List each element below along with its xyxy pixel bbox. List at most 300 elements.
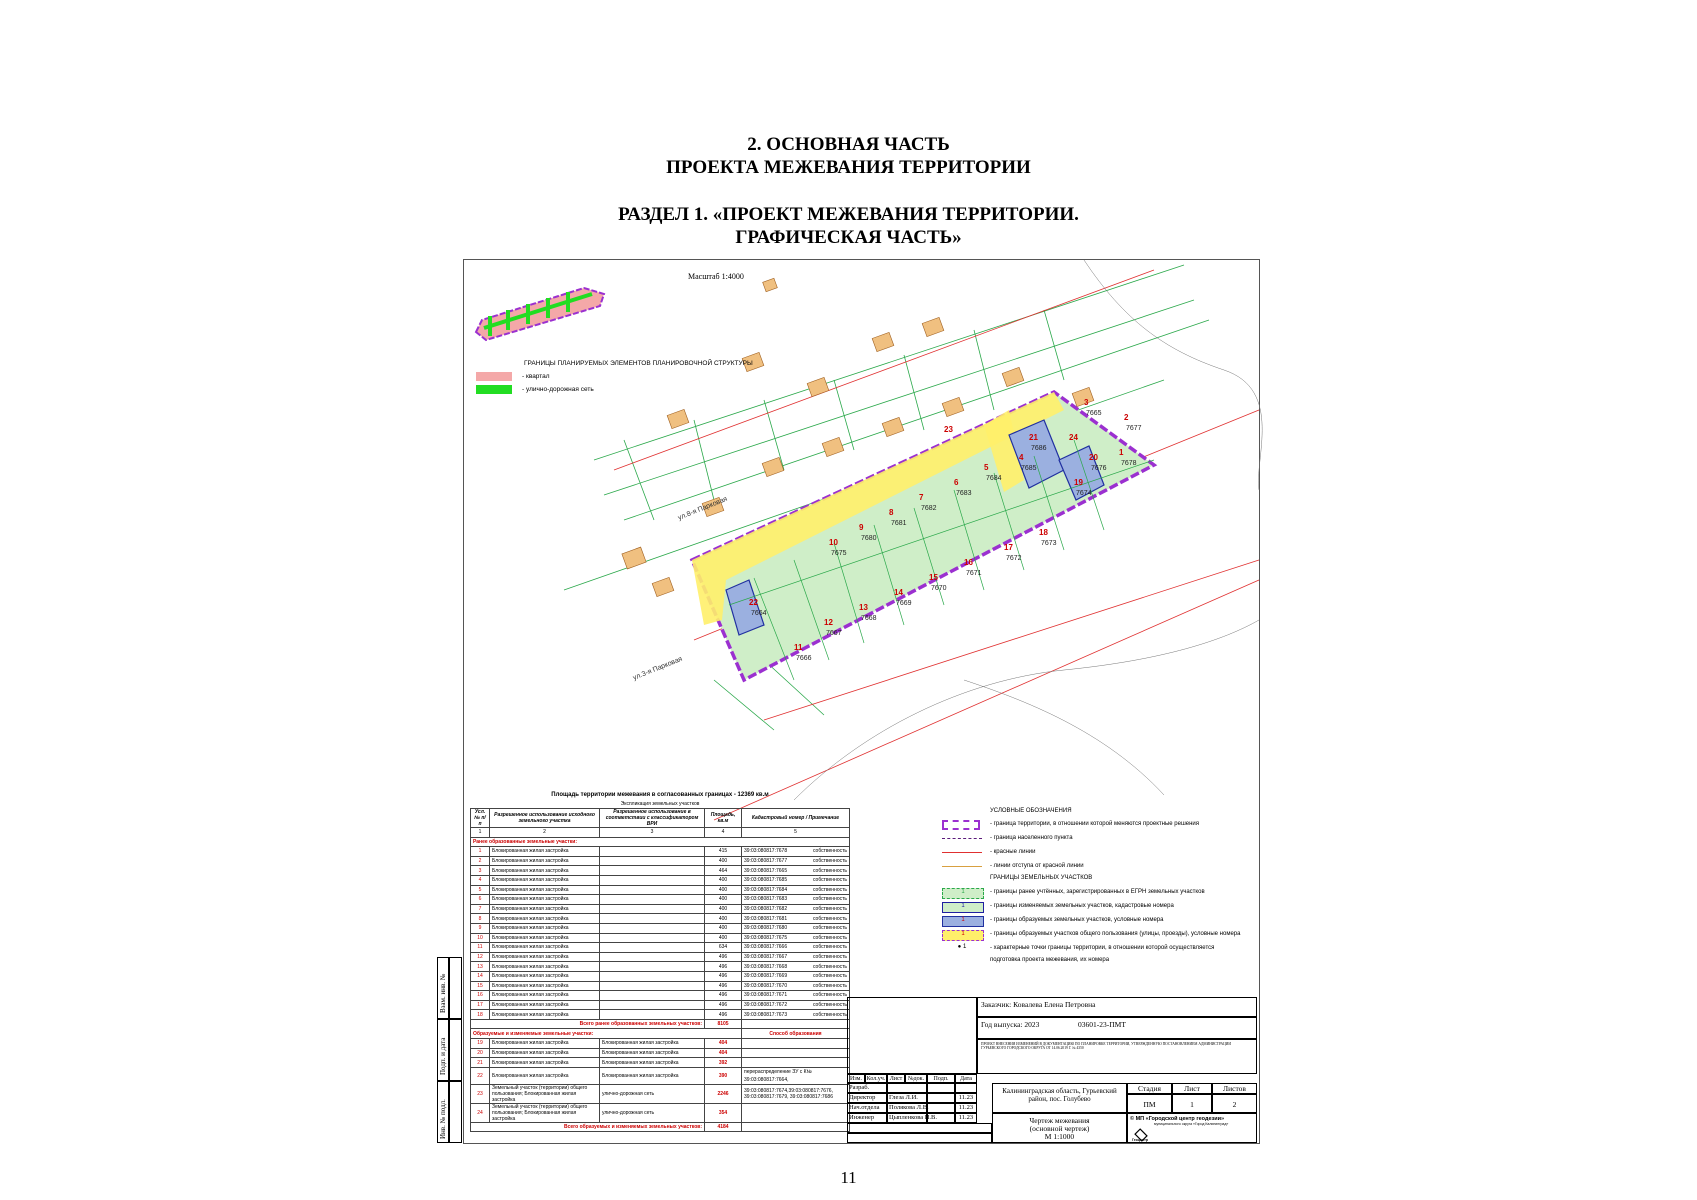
organization xyxy=(1127,1113,1257,1143)
parcel-number: 13 xyxy=(859,603,868,612)
setback-line-symbol xyxy=(942,866,982,867)
legend-parcels-title: ГРАНИЦЫ ЗЕМЕЛЬНЫХ УЧАСТКОВ xyxy=(990,875,1093,881)
table-row xyxy=(471,923,850,933)
row-cad-number: 39:03:080817:7678 xyxy=(744,848,788,855)
row-cad xyxy=(742,1000,850,1010)
row-vri: Блокированная жилая застройка xyxy=(600,1048,705,1058)
section-title-line2: ПРОЕКТА МЕЖЕВАНИЯ ТЕРРИТОРИИ xyxy=(666,157,1031,178)
mini-map-legend-title: ГРАНИЦЫ ПЛАНИРУЕМЫХ ЭЛЕМЕНТОВ ПЛАНИРОВОЧНОЙ СТРУКТУРЫ xyxy=(524,360,753,367)
row-area: 390 xyxy=(705,1067,742,1084)
row-vri xyxy=(600,914,705,924)
row-area: 400 xyxy=(705,914,742,924)
row-area: 392 xyxy=(705,1058,742,1068)
parcel-number: 10 xyxy=(829,538,838,547)
col-num-2: 2 xyxy=(490,828,600,838)
table-row xyxy=(471,971,850,981)
legend-setback-lines xyxy=(942,862,1252,872)
row-note: собственность xyxy=(812,877,847,884)
row-vri xyxy=(600,933,705,943)
row-cad-number: 39:03:080817:7670 xyxy=(744,982,788,989)
table-row xyxy=(471,904,850,914)
row-cad xyxy=(742,1010,850,1020)
row-note: собственность xyxy=(812,886,847,893)
side-stamp xyxy=(437,957,462,1143)
table-subcaption: Экспликация земельных участков xyxy=(620,801,700,807)
table-caption: Площадь территории межевания в согласованных границах - 12369 кв.м xyxy=(551,792,769,798)
signer-role: Директор xyxy=(847,1093,887,1103)
row-cad xyxy=(742,943,850,953)
row-cad-number: 39:03:080817:7668 xyxy=(744,963,788,970)
registered-parcel-symbol: 1 xyxy=(942,888,984,899)
parcel-number: 11 xyxy=(794,643,803,652)
row-use: Блокированная жилая застройка xyxy=(490,847,600,857)
legend-item-label: - границы изменяемых земельных участков, кадастровые номера xyxy=(990,903,1174,909)
row-note: собственность xyxy=(812,1011,847,1018)
table-row xyxy=(471,1067,850,1084)
blank-area xyxy=(847,997,977,1074)
row-area: 496 xyxy=(705,981,742,991)
project-territory xyxy=(692,392,1154,680)
table-row xyxy=(471,943,850,953)
signer-date xyxy=(955,1083,977,1093)
row-use: Блокированная жилая застройка xyxy=(490,971,600,981)
legend-red-lines xyxy=(942,848,1252,858)
parcel-number: 22 xyxy=(749,598,758,607)
legend-item-label: - границы образуемых земельных участков, условные номера xyxy=(990,917,1164,923)
parcel-number: 8 xyxy=(889,508,894,517)
legend-item-label: подготовка проекта межевания, их номера xyxy=(990,957,1110,963)
parcel-cadastral: 7680 xyxy=(861,535,877,542)
sheets-header: Листов xyxy=(1212,1083,1257,1094)
title-block-col-header: Кол.уч. xyxy=(866,1076,886,1082)
new-parcel-symbol: 1 xyxy=(942,916,984,927)
parcel-cadastral: 7665 xyxy=(1086,410,1102,417)
row-use: Блокированная жилая застройка xyxy=(490,885,600,895)
parcel-number: 17 xyxy=(1004,543,1013,552)
legend-changed-parcels xyxy=(942,902,1252,912)
row-note xyxy=(742,1103,850,1122)
sheet-header: Лист xyxy=(1172,1083,1212,1094)
col-header-area: Площадь, кв.м xyxy=(705,809,742,828)
row-area: 415 xyxy=(705,847,742,857)
stage-header: Стадия xyxy=(1127,1083,1172,1094)
stamp-inv-original: Инв. № подл. xyxy=(439,1099,447,1139)
table-row xyxy=(471,914,850,924)
row-vri xyxy=(600,943,705,953)
row-cad xyxy=(742,914,850,924)
table-row xyxy=(471,875,850,885)
row-vri xyxy=(600,856,705,866)
section2-title: Образуемые и изменяемые земельные участки: xyxy=(471,1029,742,1039)
row-num: 2 xyxy=(471,856,490,866)
title-block-col-header: №док. xyxy=(905,1074,927,1083)
row-note: собственность xyxy=(812,954,847,961)
row-num: 3 xyxy=(471,866,490,876)
parcel-number: 4 xyxy=(1019,453,1024,462)
row-vri: Блокированная жилая застройка xyxy=(600,1067,705,1084)
parcel-cadastral: 7669 xyxy=(896,600,912,607)
row-cad-number: 39:03:080817:7669 xyxy=(744,973,788,980)
row-vri xyxy=(600,952,705,962)
row-note: собственность xyxy=(812,944,847,951)
boundary-point-number: 1 xyxy=(962,944,967,950)
row-area: 400 xyxy=(705,885,742,895)
row-vri xyxy=(600,962,705,972)
parcel-cadastral: 7682 xyxy=(921,505,937,512)
signature-cell xyxy=(927,1113,955,1123)
section2-method: Способ образования xyxy=(742,1029,850,1039)
parcel-number: 3 xyxy=(1084,398,1089,407)
row-area: 2246 xyxy=(705,1084,742,1103)
row-use: Блокированная жилая застройка xyxy=(490,1058,600,1068)
row-area: 400 xyxy=(705,933,742,943)
row-area: 400 xyxy=(705,875,742,885)
signer-name: Глеза Л.И. xyxy=(887,1093,927,1103)
row-num: 21 xyxy=(471,1058,490,1068)
row-num: 7 xyxy=(471,904,490,914)
row-area: 464 xyxy=(705,866,742,876)
signature-row xyxy=(847,1133,992,1143)
row-num: 11 xyxy=(471,943,490,953)
parcel-cadastral: 7666 xyxy=(796,655,812,662)
signer-date: 11.23 xyxy=(955,1093,977,1103)
survey-plan xyxy=(464,260,1259,795)
total2-value: 4184 xyxy=(705,1122,742,1132)
title-block xyxy=(847,997,1257,1143)
col-header-cad: Кадастровый номер / Примечание xyxy=(742,809,850,828)
row-use: Земельный участок (территории) общего пользования; Блокированная жилая застройка xyxy=(490,1084,600,1103)
mini-map-scale: Масштаб 1:4000 xyxy=(688,272,744,281)
row-area: 496 xyxy=(705,952,742,962)
row-use: Блокированная жилая застройка xyxy=(490,895,600,905)
row-use: Блокированная жилая застройка xyxy=(490,952,600,962)
legend-territory-boundary xyxy=(942,820,1252,830)
title-block-col-header: Лист xyxy=(887,1074,905,1083)
row-note: собственность xyxy=(812,858,847,865)
parcel-cadastral: 7667 xyxy=(826,630,842,637)
row-num: 17 xyxy=(471,1000,490,1010)
table-row xyxy=(471,1039,850,1049)
row-note: собственность xyxy=(812,848,847,855)
legend-boundary-points-cont xyxy=(942,956,1252,966)
legend-title: УСЛОВНЫЕ ОБОЗНАЧЕНИЯ xyxy=(990,808,1072,814)
row-use: Блокированная жилая застройка xyxy=(490,1048,600,1058)
row-use: Блокированная жилая застройка xyxy=(490,962,600,972)
row-vri: улично-дорожная сеть xyxy=(600,1103,705,1122)
drawing-title: Чертеж межевания xyxy=(1029,1116,1090,1125)
row-use: Блокированная жилая застройка xyxy=(490,981,600,991)
row-num: 23 xyxy=(471,1084,490,1103)
legend-item-label: - граница территории, в отношении которой меняются проектные решения xyxy=(990,821,1200,827)
row-area: 634 xyxy=(705,943,742,953)
table-row xyxy=(471,981,850,991)
col-header-num: Усл. № п/п xyxy=(471,809,490,828)
row-use: Блокированная жилая застройка xyxy=(490,904,600,914)
signature-row xyxy=(847,1123,992,1133)
legend-new-parcels xyxy=(942,916,1252,926)
row-use: Блокированная жилая застройка xyxy=(490,1000,600,1010)
row-note xyxy=(742,1058,850,1068)
row-cad xyxy=(742,847,850,857)
legend-boundary-points xyxy=(942,944,1252,954)
explication-table xyxy=(470,792,850,1132)
parcel-number: 7 xyxy=(919,493,924,502)
table-row xyxy=(471,952,850,962)
parcel-number: 23 xyxy=(944,425,953,434)
parcel-cadastral: 7677 xyxy=(1126,425,1142,432)
col-header-use: Разрешенное использование исходного земельного участка xyxy=(490,809,600,828)
parcel-number: 15 xyxy=(929,573,938,582)
table-row xyxy=(471,933,850,943)
parcel-cadastral: 7678 xyxy=(1121,460,1137,467)
row-area: 496 xyxy=(705,1000,742,1010)
drawing-name xyxy=(992,1113,1127,1143)
page-number: 11 xyxy=(840,1168,857,1187)
parcel-cadastral: 7670 xyxy=(931,585,947,592)
row-cad xyxy=(742,895,850,905)
parcel-number: 9 xyxy=(859,523,864,532)
row-cad xyxy=(742,885,850,895)
row-num: 15 xyxy=(471,981,490,991)
row-note: собственность xyxy=(812,906,847,913)
row-num: 16 xyxy=(471,991,490,1001)
row-num: 14 xyxy=(471,971,490,981)
stage-value: ПМ xyxy=(1127,1094,1172,1113)
row-num: 8 xyxy=(471,914,490,924)
row-vri xyxy=(600,885,705,895)
table-row xyxy=(471,856,850,866)
parcel-number: 16 xyxy=(964,558,973,567)
quarter-label: - квартал xyxy=(522,373,550,381)
location: Калининградская область, Гурьевский район, пос. Голубево xyxy=(992,1083,1127,1113)
logo-text: Геоцентр xyxy=(1132,1138,1148,1142)
row-note: собственность xyxy=(812,973,847,980)
row-vri xyxy=(600,923,705,933)
row-cad-number: 39:03:080817:7682 xyxy=(744,906,788,913)
legend-item-label: - характерные точки границы территории, в отношении которой осуществляется xyxy=(990,945,1215,951)
table-row xyxy=(471,1084,850,1103)
parcel-cadastral: 7674 xyxy=(1076,490,1092,497)
parcel-number: 19 xyxy=(1074,478,1083,487)
row-use: Блокированная жилая застройка xyxy=(490,856,600,866)
row-vri: Блокированная жилая застройка xyxy=(600,1039,705,1049)
row-cad xyxy=(742,923,850,933)
subsection-title-line2: ГРАФИЧЕСКАЯ ЧАСТЬ» xyxy=(735,227,962,248)
row-area: 400 xyxy=(705,856,742,866)
parcel-number: 5 xyxy=(984,463,989,472)
drawing-scale: М 1:1000 xyxy=(1044,1132,1075,1141)
legend-item-label: - красные линии xyxy=(990,849,1036,855)
row-num: 5 xyxy=(471,885,490,895)
organization-subtitle: муниципального округа «Город Калининград» xyxy=(1154,1122,1229,1126)
parcel-number: 12 xyxy=(824,618,833,627)
signer-name xyxy=(887,1083,927,1093)
release-year-text: Год выпуска: 2023 xyxy=(981,1020,1040,1029)
street-label: ул.8-я Парковая xyxy=(677,495,729,522)
boundary-point-symbol: ● 1 xyxy=(957,944,967,950)
row-cad-number: 39:03:080817:7683 xyxy=(744,896,788,903)
row-vri: Блокированная жилая застройка xyxy=(600,1058,705,1068)
row-vri xyxy=(600,981,705,991)
signature-cell xyxy=(927,1083,955,1093)
parcel-number: 2 xyxy=(1124,413,1129,422)
row-note: собственность xyxy=(812,915,847,922)
table-row xyxy=(471,962,850,972)
row-cad xyxy=(742,856,850,866)
row-area: 404 xyxy=(705,1048,742,1058)
row-use: Блокированная жилая застройка xyxy=(490,1067,600,1084)
col-num-4: 4 xyxy=(705,828,742,838)
row-cad-number: 39:03:080817:7672 xyxy=(744,1001,788,1008)
row-use: Блокированная жилая застройка xyxy=(490,875,600,885)
row-num: 9 xyxy=(471,923,490,933)
row-cad xyxy=(742,962,850,972)
sheets-value: 2 xyxy=(1212,1094,1257,1113)
drawing-subtitle: (основной чертеж) xyxy=(1029,1124,1090,1133)
row-use: Блокированная жилая застройка xyxy=(490,943,600,953)
table-row xyxy=(471,991,850,1001)
row-vri xyxy=(600,1010,705,1020)
road-label: - улично-дорожная сеть xyxy=(522,386,594,394)
signature-cell xyxy=(927,1103,955,1113)
mini-map-legend-quarter xyxy=(476,372,550,382)
legend-settlement-boundary xyxy=(942,834,1252,844)
row-note: собственность xyxy=(812,963,847,970)
parcel-number: 20 xyxy=(1089,453,1098,462)
table-row xyxy=(471,895,850,905)
drawing-sheet xyxy=(463,259,1260,1144)
parcel-cadastral: 7673 xyxy=(1041,540,1057,547)
total2-label: Всего образуемых и изменяемых земельных участков: xyxy=(471,1122,705,1132)
parcel-cadastral: 7681 xyxy=(891,520,907,527)
legend-item-label: - границы образуемых участков общего пользования (улицы, проезды), условные номера xyxy=(990,931,1241,937)
row-cad-number: 39:03:080817:7666 xyxy=(744,944,788,951)
parcel-cadastral: 7684 xyxy=(986,475,1002,482)
signer-role: Разраб. xyxy=(847,1083,887,1093)
parcel-number: 14 xyxy=(894,588,903,597)
parcel-number: 18 xyxy=(1039,528,1048,537)
row-area: 400 xyxy=(705,895,742,905)
row-cad xyxy=(742,952,850,962)
title-block-col-header: Подп. xyxy=(927,1074,955,1083)
row-cad xyxy=(742,933,850,943)
row-cad-number: 39:03:080817:7681 xyxy=(744,915,788,922)
table-row xyxy=(471,1000,850,1010)
row-area: 496 xyxy=(705,962,742,972)
row-cad-number: 39:03:080817:7677 xyxy=(744,858,788,865)
row-cad xyxy=(742,904,850,914)
row-num: 22 xyxy=(471,1067,490,1084)
row-use: Блокированная жилая застройка xyxy=(490,991,600,1001)
territory-boundary-symbol xyxy=(942,820,980,830)
row-note: собственность xyxy=(812,925,847,932)
col-num-1: 1 xyxy=(471,828,490,838)
row-cad xyxy=(742,991,850,1001)
row-note xyxy=(742,1048,850,1058)
row-note: 39:03:080817:7674,39:03:080817:7676, 39:03:080817:7679, 39:03:080817:7686 xyxy=(742,1084,850,1103)
row-area: 354 xyxy=(705,1103,742,1122)
parcel-number: 24 xyxy=(1069,433,1078,442)
red-line-symbol xyxy=(942,852,982,853)
mini-map-legend-road xyxy=(476,385,594,395)
road-swatch xyxy=(476,385,512,394)
parcel-cadastral: 7668 xyxy=(861,615,877,622)
row-area: 400 xyxy=(705,904,742,914)
street-label: ул.3-я Парковая xyxy=(632,655,684,682)
row-num: 13 xyxy=(471,962,490,972)
row-note: собственность xyxy=(812,934,847,941)
parcel-cadastral: 7683 xyxy=(956,490,972,497)
row-num: 1 xyxy=(471,847,490,857)
parcel-cadastral: 7686 xyxy=(1031,445,1047,452)
signer-date: 11.23 xyxy=(955,1103,977,1113)
row-cad-number: 39:03:080817:7671 xyxy=(744,992,788,999)
signer-date: 11.23 xyxy=(955,1113,977,1123)
changed-parcel-symbol: 1 xyxy=(942,902,984,913)
col-num-5: 5 xyxy=(742,828,850,838)
row-cad xyxy=(742,981,850,991)
sheet-value: 1 xyxy=(1172,1094,1212,1113)
legend-item-label: - граница населенного пункта xyxy=(990,835,1073,841)
parcel-cadastral: 7676 xyxy=(1091,465,1107,472)
row-use: Блокированная жилая застройка xyxy=(490,914,600,924)
row-cad-number: 39:03:080817:7665 xyxy=(744,867,788,874)
total1-value: 8105 xyxy=(705,1019,742,1029)
table-row xyxy=(471,866,850,876)
signer-role: Нач.отдела xyxy=(847,1103,887,1113)
row-num: 12 xyxy=(471,952,490,962)
row-note: перераспределение ЗУ с К№ 39:03:080817:7664, xyxy=(742,1067,850,1084)
release-year xyxy=(977,1017,1257,1039)
customer: Заказчик: Ковалева Елена Петровна xyxy=(977,997,1257,1017)
row-vri xyxy=(600,971,705,981)
parcel-cadastral: 7664 xyxy=(751,610,767,617)
section1-title: Ранее образованные земельные участки: xyxy=(471,837,850,847)
legend-public-parcels xyxy=(942,930,1252,940)
row-use: Блокированная жилая застройка xyxy=(490,933,600,943)
row-vri xyxy=(600,904,705,914)
row-note: собственность xyxy=(812,896,847,903)
row-num: 6 xyxy=(471,895,490,905)
signer-name: Цыпленкова Н.В. xyxy=(889,1114,937,1121)
parcel-cadastral: 7672 xyxy=(1006,555,1022,562)
row-cad-number: 39:03:080817:7667 xyxy=(744,954,788,961)
row-num: 20 xyxy=(471,1048,490,1058)
table-row xyxy=(471,1010,850,1020)
public-parcel-symbol: 1 xyxy=(942,930,984,941)
row-use: Блокированная жилая застройка xyxy=(490,923,600,933)
row-note: собственность xyxy=(812,982,847,989)
row-note: собственность xyxy=(812,867,847,874)
parcel-cadastral: 7675 xyxy=(831,550,847,557)
settlement-boundary-symbol xyxy=(942,838,982,839)
row-cad-number: 39:03:080817:7680 xyxy=(744,925,788,932)
table-row xyxy=(471,1058,850,1068)
parcel-number: 21 xyxy=(1029,433,1038,442)
signer-role: Инженер xyxy=(847,1113,887,1123)
col-num-3: 3 xyxy=(600,828,705,838)
table-row xyxy=(471,847,850,857)
row-area: 496 xyxy=(705,1010,742,1020)
quarter-swatch xyxy=(476,372,512,381)
row-note: собственность xyxy=(812,1001,847,1008)
legend-registered-parcels xyxy=(942,888,1252,898)
title-block-col-header: Дата xyxy=(955,1074,977,1083)
row-num: 4 xyxy=(471,875,490,885)
row-area: 496 xyxy=(705,971,742,981)
row-vri xyxy=(600,847,705,857)
row-vri xyxy=(600,866,705,876)
